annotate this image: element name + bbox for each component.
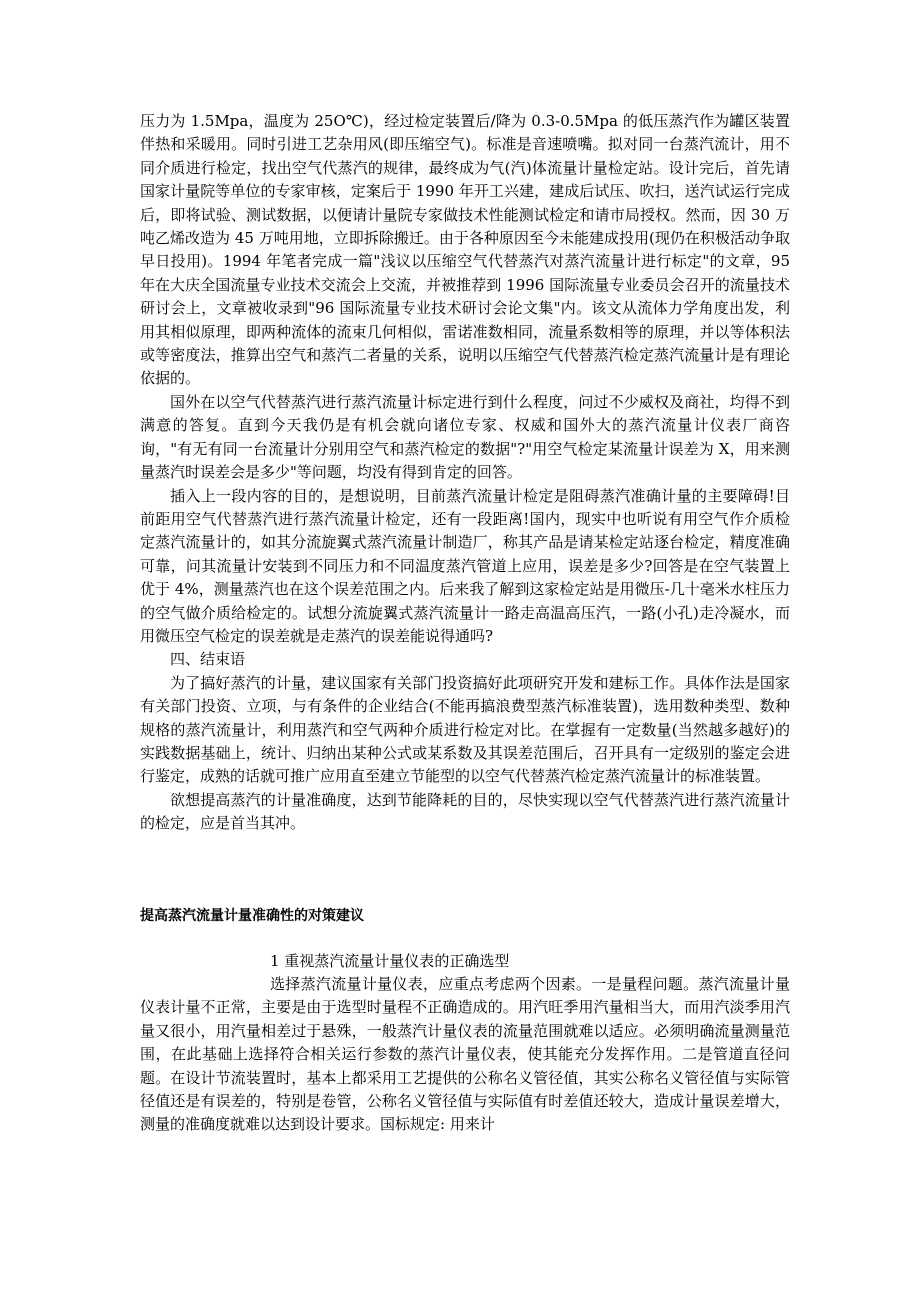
- heading-conclusion: 四、结束语: [170, 650, 246, 669]
- body-paragraph-closing: 欲想提高蒸汽的计量准确度，达到节能降耗的目的，尽快实现以空气代替蒸汽进行蒸汽流量计的检定，应是首当其冲。: [140, 790, 790, 833]
- section-spacer: [140, 836, 790, 904]
- title-spacer: [140, 928, 790, 950]
- document-page: [140, 110, 790, 1137]
- body-paragraph-foreign-status: 国外在以空气代替蒸汽进行蒸汽流量计标定进行到什么程度，问过不少威权及商社，均得不到满意的答复。直到今天我仍是有机会就向诸位专家、权威和国外大的蒸汽流量计仪表厂商咨询，"有无有同一台流量计分别用空气和蒸汽检定的数据"?"用空气检定某流量计误差为 X，用来测量蒸汽时误差会是多少"等问题，均没有得到肯定的回答。: [140, 392, 790, 482]
- body-paragraph-recommendation: 为了搞好蒸汽的计量，建议国家有关部门投资搞好此项研究开发和建标工作。具体作法是国家有关部门投资、立项，与有条件的企业结合(不能再搞浪费型蒸汽标准装置)，选用数种类型、数种规格的蒸汽流量计，利用蒸汽和空气两种介质进行检定对比。在掌握有一定数量(当然越多越好)的实践数据基础上，统计、归纳出某种公式或某系数及其误差范围后，召开具有一定级别的鉴定会进行鉴定，成熟的话就可推广应用直至建立节能型的以空气代替蒸汽检定蒸汽流量计的标准装置。: [140, 673, 790, 786]
- body-paragraph-insertion-purpose: 插入上一段内容的目的，是想说明，目前蒸汽流量计检定是阻碍蒸汽准确计量的主要障碍!目前距用空气代替蒸汽进行蒸汽流量计检定，还有一段距离!国内，现实中也听说有用空气作介质检定蒸汽流量计的，如其分流旋翼式蒸汽流量计制造厂，称其产品是请某检定站逐台检定，精度准确可靠，问其流量计安装到不同压力和不同温度蒸汽管道上应用，误差是多少?回答是在空气装置上优于 4%，测量蒸汽也在这个误差范围之内。后来我了解到这家检定站是用微压-几十毫米水柱压力的空气做介质给检定的。试想分流旋翼式蒸汽流量计一路走高温高压汽，一路(小孔)走冷凝水，而用微压空气检定的误差就是走蒸汽的误差能说得通吗?: [140, 486, 790, 645]
- body-paragraph-selection: 选择蒸汽流量计量仪表，应重点考虑两个因素。一是量程问题。蒸汽流量计量仪表计量不正常，主要是由于选型时量程不正确造成的。用汽旺季用汽量相当大，而用汽淡季用汽量又很小，用汽量相差过于悬殊，一般蒸汽计量仪表的流量范围就难以适应。必须明确流量测量范围，在此基础上选择符合相关运行参数的蒸汽计量仪表，使其能充分发挥作用。二是管道直径问题。在设计节流装置时，基本上都采用工艺提供的公称名义管径值，其实公称名义管径值与实际管径值还是有误差的，特别是卷管，公称名义管径值与实际值有时差值还较大，造成计量误差增大，测量的准确度就难以达到设计要求。国标规定: 用来计: [140, 975, 790, 1134]
- sub-heading: 1 重视蒸汽流量计量仪表的正确选型: [270, 951, 510, 970]
- section-title: 提高蒸汽流量计量准确性的对策建议: [140, 907, 364, 924]
- body-paragraph-continuation: 压力为 1.5Mpa，温度为 25O℃)，经过检定装置后/降为 0.3-0.5Mpa 的低压蒸汽作为罐区装置伴热和采暖用。同时引进工艺杂用风(即压缩空气)。标准是音速喷嘴。拟对同一台蒸汽流计，用不同介质进行检定，找出空气代蒸汽的规律，最终成为气(汽)体流量计量检定站。设计完后，首先请国家计量院等单位的专家审核，定案后于 1990 年开工兴建，建成后试压、吹扫，送汽试运行完成后，即将试验、测试数据，以便请计量院专家做技术性能测试检定和请市局授权。然而，因 30 万吨乙烯改造为 45 万吨用地，立即拆除搬迁。由于各种原因至今未能建成投用(现仍在积极活动争取早日投用)。1994 年笔者完成一篇"浅议以压缩空气代替蒸汽对蒸汽流量计进行标定"的文章，95 年在大庆全国流量专业技术交流会上交流，并被推荐到 1996 国际流量专业委员会召开的流量技术研讨会上，文章被收录到"96 国际流量专业技术研讨会论文集"内。该文从流体力学角度出发，利用其相似原理，即两种流体的流束几何相似，雷诺准数相同，流量系数相等的原理，并以等体积法或等密度法，推算出空气和蒸汽二者量的关系，说明以压缩空气代替蒸汽检定蒸汽流量计是有理论依据的。: [140, 112, 790, 388]
